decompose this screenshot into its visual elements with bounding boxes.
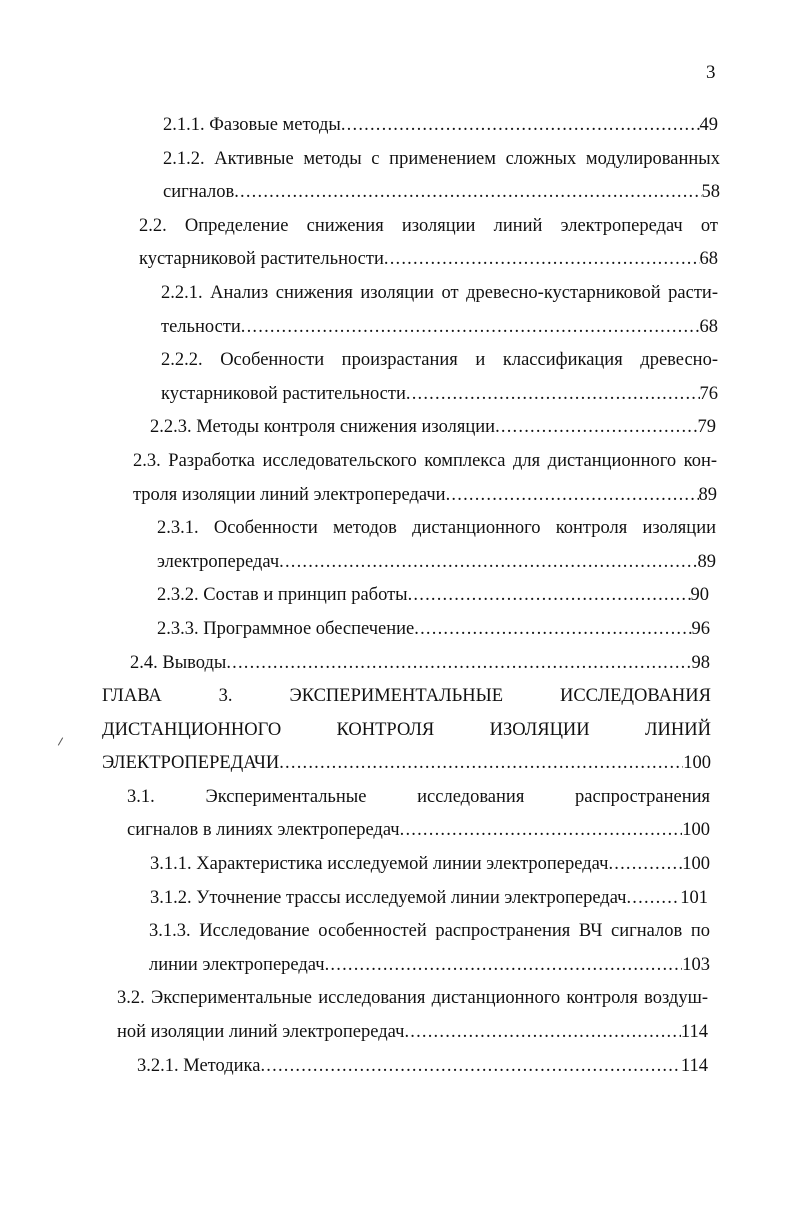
toc-entry-leader-line — [157, 579, 709, 613]
toc-entry-title: 2.1.1. Фазовые методы — [163, 115, 341, 135]
toc-entry-line: 3.1. Экспериментальные исследования распространения — [127, 786, 710, 807]
toc-page-number: 100 — [682, 820, 710, 841]
toc-entry-leader-line — [157, 546, 716, 580]
toc-entry — [0, 277, 794, 344]
toc-entry-title: электропередач — [157, 551, 280, 572]
toc-page-number: 100 — [682, 854, 710, 875]
dot-leader — [608, 848, 682, 882]
dot-leader — [446, 479, 699, 513]
toc-entry-leader-line — [150, 848, 710, 882]
toc-entry — [0, 982, 794, 1049]
toc-entry-title: 2.2.3. Методы контроля снижения изоляции — [150, 417, 496, 438]
dot-leader — [406, 378, 700, 412]
dot-leader — [408, 579, 691, 613]
toc-entry-leader-line — [127, 814, 710, 848]
toc-entry-leader-line — [163, 176, 720, 210]
dot-leader — [404, 1016, 680, 1050]
toc-entry-title: сигналов — [163, 182, 235, 203]
toc-entry-leader-line — [157, 613, 710, 647]
toc-page-number: 96 — [691, 618, 710, 639]
toc-entry-title: 2.3.3. Программное обеспечение — [157, 618, 415, 639]
dot-leader — [400, 814, 683, 848]
toc-entry-leader-line — [102, 747, 711, 781]
dot-leader — [279, 546, 697, 580]
toc-entry-leader-line — [117, 1016, 708, 1050]
toc-page-number: 49 — [699, 115, 718, 135]
toc-page-number: 58 — [701, 182, 720, 203]
toc-entry — [0, 647, 794, 681]
toc-entry-line: ГЛАВА 3. ЭКСПЕРИМЕНТАЛЬНЫЕ ИССЛЕДОВАНИЯ — [102, 686, 711, 707]
toc-entry-title: 3.2.1. Методика — [137, 1055, 261, 1076]
dot-leader — [260, 1050, 680, 1084]
toc-entry-leader-line — [139, 243, 718, 277]
toc-entry — [0, 344, 794, 411]
toc-entry-title: линии электропередач — [149, 954, 325, 975]
toc-entry — [0, 613, 794, 647]
toc-page-number: 101 — [680, 887, 708, 908]
toc-page-number: 76 — [699, 383, 718, 404]
toc-entry — [0, 445, 794, 512]
toc-entry-line: 3.1.3. Исследование особенностей распространения ВЧ сигналов по — [149, 921, 710, 942]
toc-entry-leader-line — [150, 882, 708, 916]
toc-entry-line: 2.2.1. Анализ снижения изоляции от древесно-кустарниковой расти- — [161, 282, 718, 303]
toc-entry-leader-line — [149, 949, 710, 983]
toc-entry-title: 3.1.2. Уточнение трассы исследуемой линии электропередач — [150, 887, 627, 908]
toc-page-number: 100 — [683, 753, 711, 774]
toc-entry-title: троля изоляции линий электропередачи — [133, 484, 446, 505]
toc-entry — [0, 143, 794, 210]
toc-page-number: 98 — [691, 652, 710, 673]
dot-leader — [226, 647, 691, 681]
table-of-contents — [0, 109, 794, 1083]
toc-entry — [0, 210, 794, 277]
toc-entry-line: 2.2. Определение снижения изоляции линий электропередач от — [139, 215, 718, 236]
toc-entry — [0, 882, 794, 916]
toc-entry — [0, 915, 794, 982]
toc-entry-leader-line — [161, 311, 718, 345]
toc-entry-line: 3.2. Экспериментальные исследования дистанционного контроля воздуш- — [117, 988, 708, 1009]
toc-entry-leader-line — [163, 109, 718, 143]
toc-page-number: 68 — [699, 316, 718, 337]
toc-page-number: 114 — [680, 1022, 708, 1043]
toc-entry — [0, 1050, 794, 1084]
toc-entry-title: сигналов в линиях электропередач — [127, 820, 400, 841]
toc-page-number: 68 — [699, 249, 718, 270]
toc-entry-line: 2.3. Разработка исследовательского комплекса для дистанционного кон- — [133, 450, 717, 471]
toc-page-number: 89 — [697, 551, 716, 572]
toc-entry — [0, 781, 794, 848]
toc-entry-leader-line — [133, 479, 717, 513]
toc-page-number: 103 — [682, 954, 710, 975]
dot-leader — [495, 411, 697, 445]
toc-entry-title: ЭЛЕКТРОПЕРЕДАЧИ — [102, 753, 280, 774]
toc-entry-line: ДИСТАНЦИОННОГО КОНТРОЛЯ ИЗОЛЯЦИИ ЛИНИЙ — [102, 719, 711, 740]
dot-leader — [234, 176, 701, 210]
toc-page-number: 90 — [690, 585, 709, 606]
toc-entry-title: тельности — [161, 316, 241, 337]
toc-entry — [0, 680, 794, 781]
dot-leader — [384, 243, 700, 277]
toc-entry-title: 2.4. Выводы — [130, 652, 227, 673]
dot-leader — [341, 109, 700, 143]
dot-leader — [414, 613, 691, 647]
toc-page-number: 114 — [680, 1055, 708, 1076]
dot-leader — [325, 949, 683, 983]
toc-entry-leader-line — [161, 378, 718, 412]
toc-entry-line: 2.2.2. Особенности произрастания и классификация древесно- — [161, 350, 718, 371]
toc-entry-line: 2.3.1. Особенности методов дистанционного контроля изоляции — [157, 518, 716, 539]
toc-entry-title: ной изоляции линий электропередач — [117, 1022, 405, 1043]
toc-entry-title: 2.3.2. Состав и принцип работы — [157, 585, 408, 606]
toc-entry-line: 2.1.2. Активные методы с применением сложных модулированных — [163, 148, 720, 169]
toc-entry — [0, 109, 794, 143]
toc-page-number: 79 — [697, 417, 716, 438]
dot-leader — [626, 882, 680, 916]
toc-entry-leader-line — [130, 647, 710, 681]
toc-entry — [0, 848, 794, 882]
toc-entry — [0, 512, 794, 579]
toc-entry-leader-line — [150, 411, 716, 445]
dot-leader — [279, 747, 683, 781]
toc-entry-title: 3.1.1. Характеристика исследуемой линии электропередач — [150, 854, 609, 875]
toc-entry-leader-line — [137, 1050, 708, 1084]
toc-entry — [0, 579, 794, 613]
toc-page-number: 89 — [698, 484, 717, 505]
toc-entry — [0, 411, 794, 445]
toc-entry-title: кустарниковой растительности — [139, 249, 384, 270]
dot-leader — [241, 311, 700, 345]
page-number: 3 — [706, 62, 716, 83]
toc-entry-title: кустарниковой растительности — [161, 383, 406, 404]
